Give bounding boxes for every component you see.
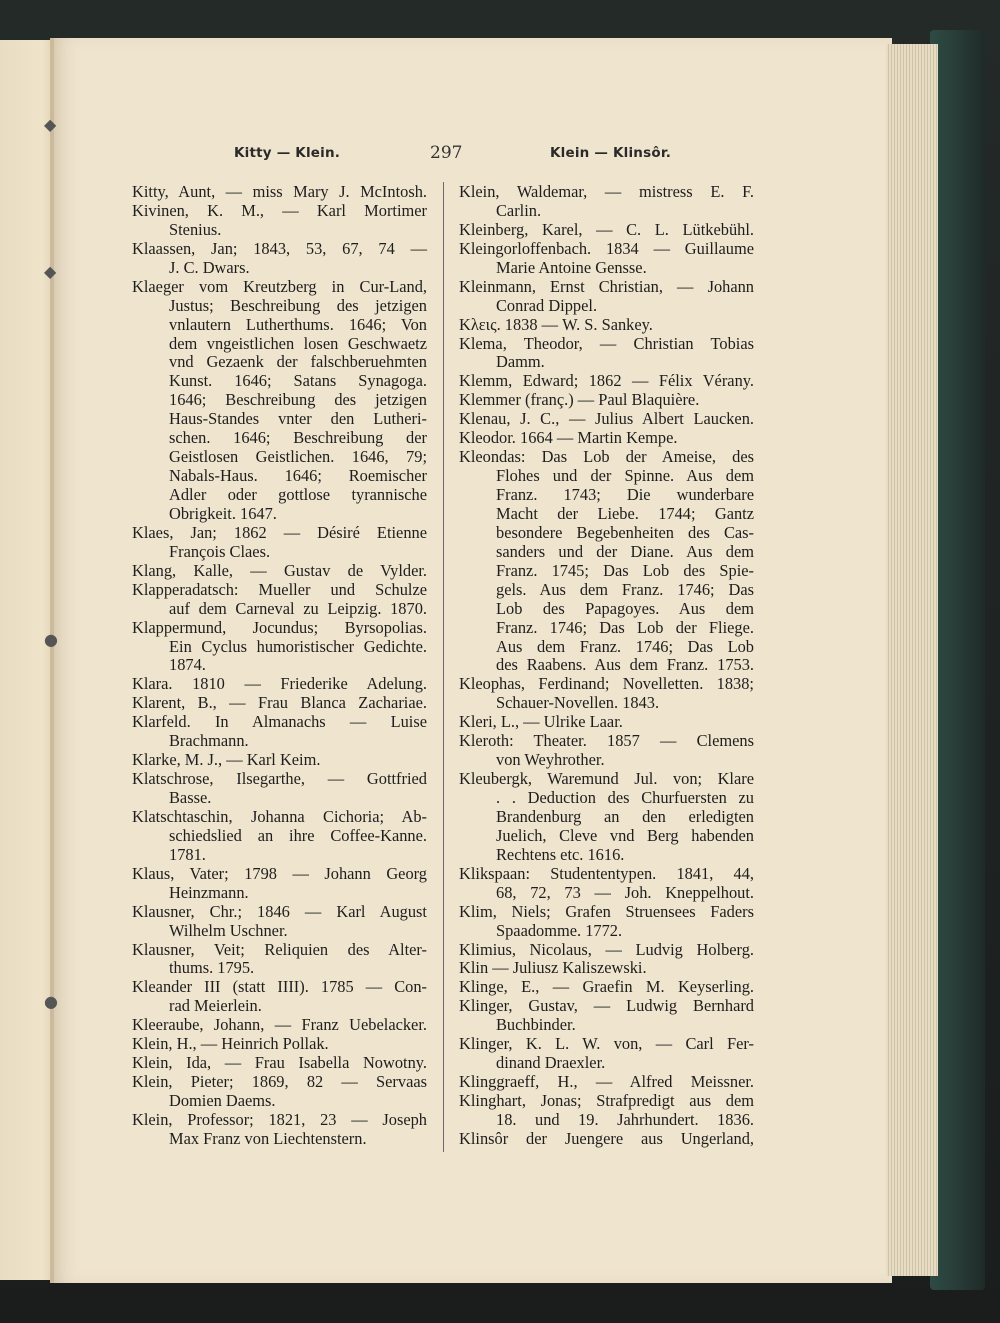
index-entry-continuation: 1646; Beschreibung des jetzigen [169,390,427,410]
index-entry-continuation: Franz. 1743; Die wunderbare [496,485,754,504]
index-entry-continuation: Juelich, Cleve vnd Berg habenden [496,825,754,845]
index-entry-continuation: Spaadomme. 1772. [496,920,623,940]
index-entry-continuation: Nabals-Haus. 1646; Roemischer [169,466,427,486]
index-entry-continuation: Damm. [496,352,545,372]
index-entry-continuation: Rechtens etc. 1616. [496,844,625,864]
index-entry: Klimius, Nicolaus, — Ludvig Holberg. [459,939,754,959]
index-entry-continuation: Justus; Beschreibung des jetzigen [169,295,427,315]
margin-mark: ● [44,992,58,1011]
index-entry-continuation: Schauer-Novellen. 1843. [496,693,660,713]
index-entry-continuation: Macht der Liebe. 1744; Gantz [496,503,754,523]
index-entry: Klarent, B., — Frau Blanca Zachariae. [132,693,427,713]
index-entry-continuation: schen. 1646; Beschreibung der [169,428,427,448]
index-entry: Klim, Niels; Grafen Struensees Faders [459,901,754,921]
index-entry: Klappermund, Jocundus; Byrsopolias. [132,617,427,637]
margin-mark: ● [44,630,58,649]
index-entry-continuation: Brandenburg an den erledigten [496,806,754,826]
index-entry: Klang, Kalle, — Gustav de Vylder. [132,560,427,580]
index-entry-continuation: dinand Draexler. [496,1053,606,1073]
index-entry-continuation: rad Meierlein. [169,996,262,1016]
page-gutter [50,38,54,1283]
index-entry-continuation: gels. Aus dem Franz. 1746; Das [496,579,754,599]
index-entry: Klinger, Gustav, — Ludwig Bernhard [459,996,754,1016]
index-entry: Kivinen, K. M., — Karl Mortimer [132,200,427,220]
index-entry-continuation: Buchbinder. [496,1015,576,1035]
index-entry: Klein, Ida, — Frau Isabella Nowotny. [132,1053,427,1073]
index-entry-continuation: dem vngeistlichen losen Geschwaetz [169,333,427,353]
index-entry-continuation: von Weyhrother. [496,750,605,770]
index-entry-continuation: schiedslied an ihre Coffee-Kanne. [169,825,427,845]
index-entry: Kleroth: Theater. 1857 — Clemens [459,731,754,751]
index-entry-continuation: Kunst. 1646; Satans Synagoga. [169,371,427,391]
index-entry: Klinger, K. L. W. von, — Carl Fer- [459,1034,754,1054]
index-entry-continuation: Aus dem Franz. 1746; Das Lob [496,636,754,656]
index-entry: Klemmer (franç.) — Paul Blaquière. [459,390,700,410]
index-column-right [459,183,754,1149]
index-entry: Klaassen, Jan; 1843, 53, 67, 74 — [132,238,427,258]
index-entry: Kleri, L., — Ulrike Laar. [459,712,623,732]
index-entry: Kleophas, Ferdinand; Novelletten. 1838; [459,674,754,694]
index-entry-continuation: Conrad Dippel. [496,295,598,315]
index-entry: Klein, H., — Heinrich Pollak. [132,1034,329,1054]
index-entry: Klaes, Jan; 1862 — Désiré Etienne [132,522,427,542]
index-entry: Klarfeld. In Almanachs — Luise [132,712,427,732]
index-entry: Klein, Waldemar, — mistress E. F. [459,182,754,201]
index-entry: Klinghart, Jonas; Strafpredigt aus dem [459,1091,754,1110]
index-entry: Klausner, Chr.; 1846 — Karl August [132,901,427,921]
index-entry: Klenau, J. C., — Julius Albert Laucken. [459,409,754,429]
index-entry-continuation: vnd Gezaenk der falschberuehmten [169,352,427,372]
index-entry: Klaus, Vater; 1798 — Johann Georg [132,863,427,883]
index-entry: Kleinmann, Ernst Christian, — Johann [459,276,754,296]
index-entry: Klikspaan: Studententypen. 1841, 44, [459,863,754,883]
index-entry-continuation: auf dem Carneval zu Leipzig. 1870. [169,598,427,618]
index-entry-continuation: Stenius. [169,219,222,239]
margin-mark: ◆ [44,262,57,281]
index-entry-continuation: Basse. [169,788,212,807]
index-entry: Klema, Theodor, — Christian Tobias [459,333,754,353]
index-column-left [132,183,427,1149]
index-entry-continuation: thums. 1795. [169,958,255,978]
index-entry: Klatschrose, Ilsegarthe, — Gottfried [132,769,427,789]
index-entry: Kleinberg, Karel, — C. L. Lütkebühl. [459,219,754,239]
index-entry: Klara. 1810 — Friederike Adelung. [132,674,427,694]
index-entry: Klinggraeff, H., — Alfred Meissner. [459,1072,754,1092]
index-entry: Klein, Pieter; 1869, 82 — Servaas [132,1072,427,1092]
index-entry-continuation: François Claes. [169,541,271,561]
index-entry-continuation: Ein Cyclus humoristischer Gedichte. [169,636,427,656]
index-entry-continuation: Franz. 1745; Das Lob des Spie- [496,560,754,580]
index-entry-continuation: Geistlosen Geistlichen. 1646, 79; [169,447,427,467]
index-entry-continuation: Carlin. [496,200,542,220]
index-entry-continuation: Lob des Papagoyes. Aus dem [496,598,754,618]
index-entry-continuation: Domien Daems. [169,1091,276,1110]
index-entry-continuation: 18. und 19. Jahrhundert. 1836. [496,1109,754,1129]
index-entry-continuation: Obrigkeit. 1647. [169,503,277,523]
index-entry: Kleondas: Das Lob der Ameise, des [459,447,754,467]
index-entry-continuation: 68, 72, 73 — Joh. Kneppelhout. [496,882,754,902]
index-entry-continuation: J. C. Dwars. [169,257,250,277]
index-entry-continuation: 1874. [169,655,206,675]
index-entry: Klatschtaschin, Johanna Cichoria; Ab- [132,806,427,826]
index-entry: Kleander III (statt IIII). 1785 — Con- [132,977,427,997]
index-entry-continuation: Marie Antoine Gensse. [496,257,647,277]
index-entry-continuation: . . Deduction des Churfuersten zu [496,788,754,807]
index-entry: Kleubergk, Waremund Jul. von; Klare [459,769,754,789]
page-stack-edge [886,44,938,1276]
index-entry-continuation: Flohes und der Spinne. Aus dem [496,466,754,486]
index-entry: Klemm, Edward; 1862 — Félix Vérany. [459,371,754,391]
index-entry-continuation: vnlautern Lutherthums. 1646; Von [169,314,427,334]
column-rule [443,182,444,1152]
index-entry: Kleodor. 1664 — Martin Kempe. [459,428,678,448]
index-entry-continuation: Max Franz von Liechtenstern. [169,1128,367,1148]
index-entry: Klin — Juliusz Kaliszewski. [459,958,647,978]
index-entry: Klausner, Veit; Reliquien des Alter- [132,939,427,959]
cover-edge [930,30,985,1290]
index-entry: Κλεις. 1838 — W. S. Sankey. [459,314,653,334]
running-head-right: Klein — Klinsôr. [550,145,672,161]
index-entry: Klarke, M. J., — Karl Keim. [132,750,321,770]
index-entry-continuation: Brachmann. [169,731,249,751]
index-entry: Kleeraube, Johann, — Franz Uebelacker. [132,1015,427,1035]
index-entry-continuation: 1781. [169,844,206,864]
index-entry-continuation: Franz. 1746; Das Lob der Fliege. [496,617,754,637]
running-head-left: Kitty — Klein. [234,145,341,161]
margin-mark: ◆ [44,115,57,134]
index-entry-continuation: Heinzmann. [169,882,249,902]
index-entry: Kleingorloffenbach. 1834 — Guillaume [459,238,754,258]
index-entry-continuation: Adler oder gottlose tyrannische [169,485,427,504]
index-entry: Klinsôr der Juengere aus Ungerland, [459,1128,754,1148]
index-entry: Klinge, E., — Graefin M. Keyserling. [459,977,754,997]
page-number: 297 [430,143,463,163]
index-entry-continuation: besondere Begebenheiten des Cas- [496,522,754,542]
index-entry-continuation: Wilhelm Uschner. [169,920,288,940]
index-entry-continuation: sanders und der Diane. Aus dem [496,541,754,561]
index-entry: Klein, Professor; 1821, 23 — Joseph [132,1109,427,1129]
index-entry: Klapperadatsch: Mueller und Schulze [132,579,427,599]
index-entry-continuation: des Raabens. Aus dem Franz. 1753. [496,655,754,675]
index-entry: Klaeger vom Kreutzberg in Cur-Land, [132,276,427,296]
index-entry: Kitty, Aunt, — miss Mary J. McIntosh. [132,182,427,201]
index-entry-continuation: Haus-Standes vnter den Lutheri- [169,409,427,429]
